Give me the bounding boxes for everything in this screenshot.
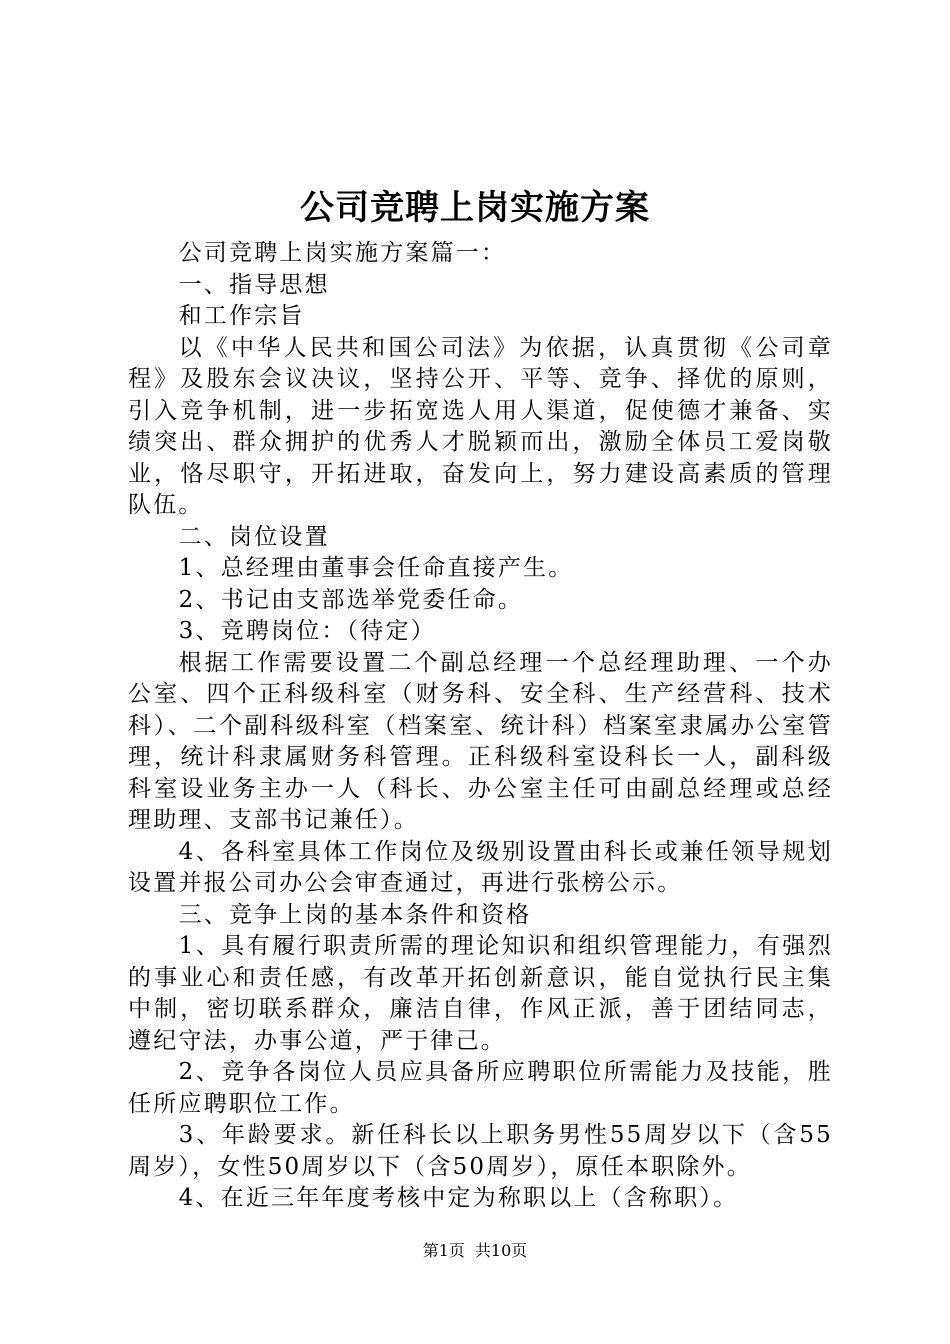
- page-total: 共10页: [474, 1241, 528, 1260]
- heading-guiding-thought: 一、指导思想: [178, 271, 330, 298]
- paragraph-general-manager: 1、总经理由董事会任命直接产生。: [178, 555, 574, 581]
- heading-purpose: 和工作宗旨: [178, 303, 305, 329]
- paragraph-qualification-4: 4、在近三年年度考核中定为称职以上（含称职）。: [178, 1185, 739, 1211]
- paragraph-qualification-1: 1、具有履行职责所需的理论知识和组织管理能力，有强烈的事业心和责任感，有改革开拓创新意识，能自觉执行民主集中制，密切联系群众，廉洁自律，作风正派，善于团结同志，遵纪守法，办事公道，严于律己。: [128, 933, 833, 1054]
- paragraph-secretary: 2、书记由支部选举党委任命。: [178, 586, 524, 613]
- paragraph-department-setup: 根据工作需要设置二个副总经理一个总经理助理、一个办公室、四个正科级科室（财务科、安全科、生产经营科、技术科）、二个副科级科室（档案室、统计科）档案室隶属办公室管理，统计科隶属财务科管理。正科级科室设科长一人，副科级科室设业务主办一人（科长、办公室主任可由副总经理或总经理助理、支部书记兼任）。: [128, 649, 833, 833]
- page-footer: [0, 1240, 950, 1262]
- paragraph-positions-pending: 3、竞聘岗位：（待定）: [178, 618, 436, 644]
- paragraph-intro: 公司竞聘上岗实施方案篇一：: [178, 240, 507, 266]
- paragraph-basis: 以《中华人民共和国公司法》为依据，认真贯彻《公司章程》及股东会议决议，坚持公开、平等、竞争、择优的原则，引入竞争机制，进一步拓宽选人用人渠道，促使德才兼备、实绩突出、群众拥护的优秀人才脱颖而出，激励全体员工爱岗敬业，恪尽职守，开拓进取，奋发向上，努力建设高素质的管理队伍。: [128, 334, 833, 518]
- paragraph-qualification-2: 2、竞争各岗位人员应具备所应聘职位所需能力及技能，胜任所应聘职位工作。: [128, 1059, 833, 1117]
- heading-positions: 二、岗位设置: [178, 523, 330, 550]
- paragraph-qualification-3: 3、年龄要求。新任科长以上职务男性55周岁以下（含55周岁），女性50周岁以下（含50周岁），原任本职除外。: [128, 1122, 833, 1180]
- page-number: 第1页: [422, 1241, 465, 1260]
- paragraph-position-levels: 4、各科室具体工作岗位及级别设置由科长或兼任领导规划设置并报公司办公会审查通过，再进行张榜公示。: [128, 838, 833, 896]
- document-body: [128, 238, 833, 1215]
- heading-qualifications: 三、竞争上岗的基本条件和资格: [178, 901, 532, 928]
- document-title: 公司竞聘上岗实施方案: [300, 188, 650, 228]
